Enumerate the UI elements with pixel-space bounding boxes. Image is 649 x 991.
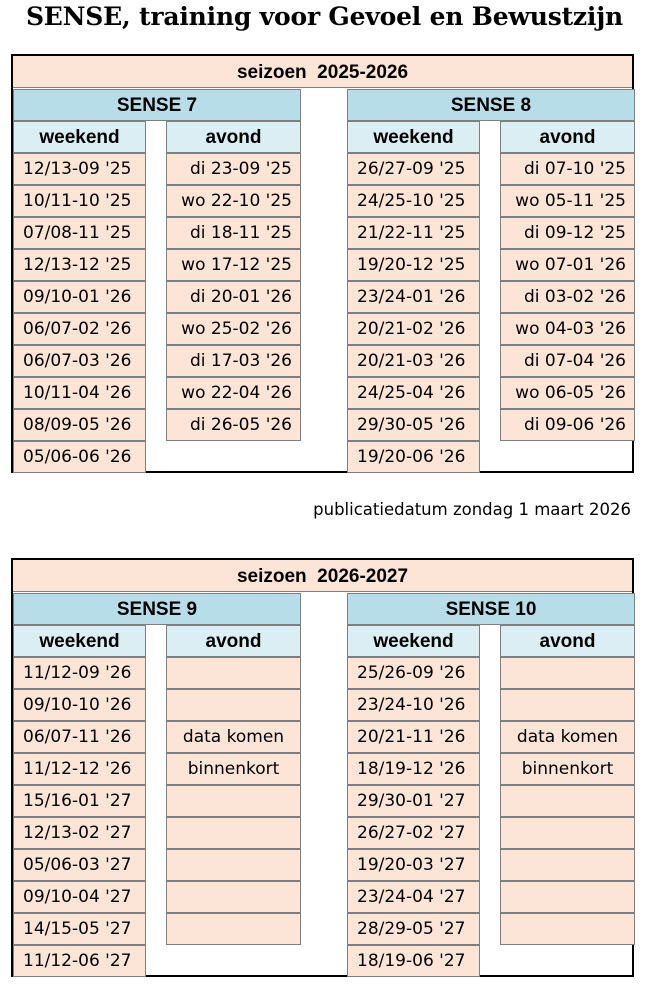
weekend-date-cell: 18/19-12 '26 bbox=[347, 753, 480, 785]
weekend-date-cell: 24/25-10 '25 bbox=[347, 185, 480, 217]
evening-date-cell: di 09-06 '26 bbox=[500, 409, 635, 441]
evening-date-cell-empty bbox=[500, 881, 635, 913]
program-header: SENSE 8 bbox=[347, 89, 635, 121]
weekend-date-cell: 26/27-09 '25 bbox=[347, 153, 480, 185]
season-header: seizoen 2026-2027 bbox=[13, 560, 632, 592]
weekend-date-cell: 08/09-05 '26 bbox=[13, 409, 146, 441]
evening-date-cell: wo 22-10 '25 bbox=[166, 185, 301, 217]
weekend-date-cell: 11/12-12 '26 bbox=[13, 753, 146, 785]
evening-date-cell: di 07-10 '25 bbox=[500, 153, 635, 185]
evening-date-cell: di 17-03 '26 bbox=[166, 345, 301, 377]
weekend-date-cell: 06/07-02 '26 bbox=[13, 313, 146, 345]
evening-date-cell-empty bbox=[166, 913, 301, 945]
evening-date-cell: di 07-04 '26 bbox=[500, 345, 635, 377]
program-header: SENSE 7 bbox=[13, 89, 301, 121]
evening-date-cell-empty bbox=[166, 817, 301, 849]
evening-column-header: avond bbox=[500, 625, 635, 657]
weekend-date-cell: 23/24-01 '26 bbox=[347, 281, 480, 313]
weekend-date-cell: 29/30-01 '27 bbox=[347, 785, 480, 817]
page-title: SENSE, training voor Gevoel en Bewustzijn bbox=[25, 2, 624, 31]
weekend-date-cell: 11/12-09 '26 bbox=[13, 657, 146, 689]
evening-date-cell-empty bbox=[500, 913, 635, 945]
publication-date: publicatiedatum zondag 1 maart 2026 bbox=[313, 500, 631, 519]
evening-date-cell: di 18-11 '25 bbox=[166, 217, 301, 249]
program-header: SENSE 9 bbox=[13, 593, 301, 625]
weekend-date-cell: 18/19-06 '27 bbox=[347, 945, 480, 977]
weekend-date-cell: 21/22-11 '25 bbox=[347, 217, 480, 249]
weekend-date-cell: 23/24-04 '27 bbox=[347, 881, 480, 913]
evening-date-cell: data komen bbox=[500, 721, 635, 753]
evening-date-cell-empty bbox=[166, 657, 301, 689]
evening-date-cell: di 23-09 '25 bbox=[166, 153, 301, 185]
evening-date-cell-empty bbox=[500, 657, 635, 689]
evening-date-cell: wo 07-01 '26 bbox=[500, 249, 635, 281]
weekend-date-cell: 26/27-02 '27 bbox=[347, 817, 480, 849]
evening-date-cell: di 03-02 '26 bbox=[500, 281, 635, 313]
evening-date-cell: wo 05-11 '25 bbox=[500, 185, 635, 217]
weekend-date-cell: 15/16-01 '27 bbox=[13, 785, 146, 817]
season-table bbox=[11, 558, 634, 977]
weekend-date-cell: 09/10-01 '26 bbox=[13, 281, 146, 313]
evening-date-cell: wo 17-12 '25 bbox=[166, 249, 301, 281]
weekend-column-header: weekend bbox=[347, 625, 480, 657]
evening-date-cell-empty bbox=[166, 689, 301, 721]
weekend-date-cell: 19/20-12 '25 bbox=[347, 249, 480, 281]
evening-date-cell-empty bbox=[500, 817, 635, 849]
weekend-date-cell: 24/25-04 '26 bbox=[347, 377, 480, 409]
evening-date-cell: di 09-12 '25 bbox=[500, 217, 635, 249]
season-table bbox=[11, 54, 634, 473]
weekend-date-cell: 14/15-05 '27 bbox=[13, 913, 146, 945]
weekend-date-cell: 06/07-03 '26 bbox=[13, 345, 146, 377]
weekend-date-cell: 28/29-05 '27 bbox=[347, 913, 480, 945]
evening-date-cell: di 26-05 '26 bbox=[166, 409, 301, 441]
weekend-date-cell: 29/30-05 '26 bbox=[347, 409, 480, 441]
evening-date-cell: wo 06-05 '26 bbox=[500, 377, 635, 409]
evening-date-cell-empty bbox=[500, 849, 635, 881]
weekend-column-header: weekend bbox=[13, 121, 146, 153]
evening-date-cell-empty bbox=[500, 689, 635, 721]
weekend-date-cell: 12/13-02 '27 bbox=[13, 817, 146, 849]
weekend-date-cell: 10/11-04 '26 bbox=[13, 377, 146, 409]
evening-date-cell-empty bbox=[166, 849, 301, 881]
season-header: seizoen 2025-2026 bbox=[13, 56, 632, 88]
evening-date-cell: di 20-01 '26 bbox=[166, 281, 301, 313]
weekend-date-cell: 10/11-10 '25 bbox=[13, 185, 146, 217]
weekend-date-cell: 20/21-02 '26 bbox=[347, 313, 480, 345]
weekend-date-cell: 12/13-12 '25 bbox=[13, 249, 146, 281]
weekend-date-cell: 09/10-10 '26 bbox=[13, 689, 146, 721]
program-header: SENSE 10 bbox=[347, 593, 635, 625]
evening-date-cell: data komen bbox=[166, 721, 301, 753]
evening-date-cell-empty bbox=[500, 785, 635, 817]
weekend-date-cell: 05/06-03 '27 bbox=[13, 849, 146, 881]
weekend-date-cell: 12/13-09 '25 bbox=[13, 153, 146, 185]
evening-column-header: avond bbox=[166, 625, 301, 657]
weekend-date-cell: 20/21-03 '26 bbox=[347, 345, 480, 377]
evening-column-header: avond bbox=[166, 121, 301, 153]
weekend-date-cell: 19/20-03 '27 bbox=[347, 849, 480, 881]
weekend-date-cell: 09/10-04 '27 bbox=[13, 881, 146, 913]
weekend-column-header: weekend bbox=[13, 625, 146, 657]
evening-date-cell: wo 04-03 '26 bbox=[500, 313, 635, 345]
evening-date-cell-empty bbox=[166, 785, 301, 817]
evening-date-cell-empty bbox=[166, 881, 301, 913]
evening-date-cell: wo 22-04 '26 bbox=[166, 377, 301, 409]
evening-column-header: avond bbox=[500, 121, 635, 153]
weekend-date-cell: 19/20-06 '26 bbox=[347, 441, 480, 473]
evening-date-cell: binnenkort bbox=[166, 753, 301, 785]
evening-date-cell: wo 25-02 '26 bbox=[166, 313, 301, 345]
weekend-date-cell: 06/07-11 '26 bbox=[13, 721, 146, 753]
weekend-date-cell: 07/08-11 '25 bbox=[13, 217, 146, 249]
weekend-date-cell: 11/12-06 '27 bbox=[13, 945, 146, 977]
weekend-date-cell: 20/21-11 '26 bbox=[347, 721, 480, 753]
weekend-column-header: weekend bbox=[347, 121, 480, 153]
weekend-date-cell: 05/06-06 '26 bbox=[13, 441, 146, 473]
weekend-date-cell: 25/26-09 '26 bbox=[347, 657, 480, 689]
weekend-date-cell: 23/24-10 '26 bbox=[347, 689, 480, 721]
evening-date-cell: binnenkort bbox=[500, 753, 635, 785]
